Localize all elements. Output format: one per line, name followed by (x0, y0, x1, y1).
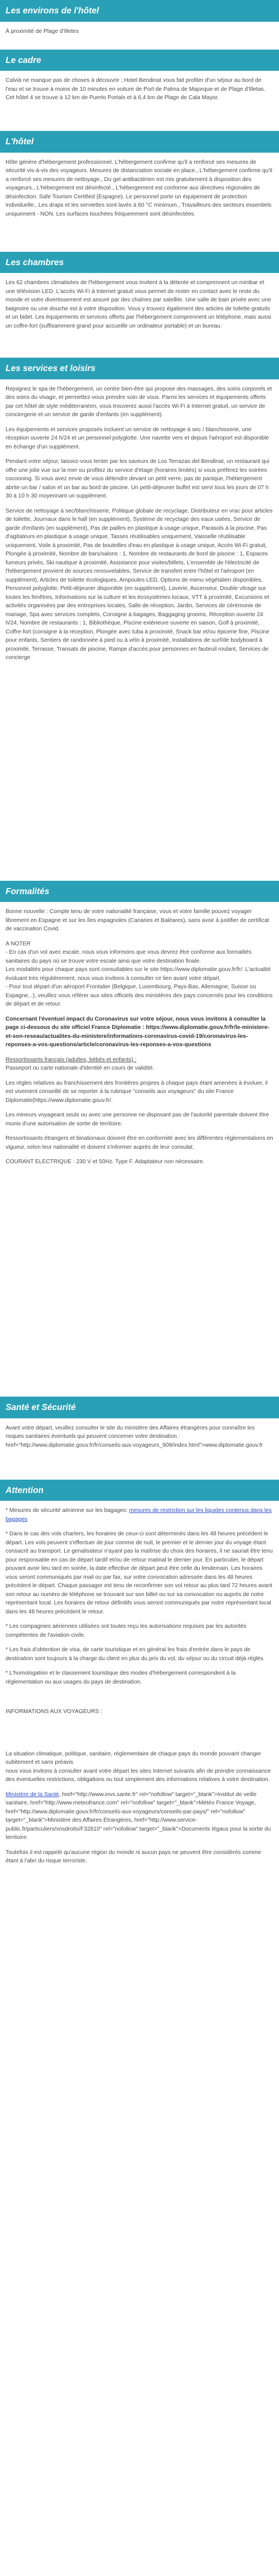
section-hotel (0, 131, 279, 252)
paragraph: * Les compagnies aériennes utilisées ont toutes reçu les autorisations requises par les autorités compétentes de l'aviation civile. (6, 1623, 247, 1638)
paragraph: Les règles relatives au franchissement des frontières propres à chaque pays étant amenées à évoluer, il est vivement conseillé de se reporter à la rubrique "conseils aux voyageurs" du site France Diplomatie(https://www.diplomatie.gouv.fr/. (6, 1080, 268, 1104)
paragraph: La situation climatique, politique, sanitaire, réglementaire de chaque pays du monde pouvant changer subitement et sans préavis (6, 1750, 262, 1766)
paragraph: Bonne nouvelle : Compte tenu de votre nationalité française, vous et votre famille pouvez voyager librement en Espagne et sur les îles espagnoles (Canaries et Baléares), sans avoir à justifier de certificat de vaccination Covid. (6, 909, 270, 933)
section-title-attention: Attention (0, 1480, 279, 1501)
text: * Mesures de sécurité aérienne sur les bagages: (6, 1507, 129, 1514)
paragraph: * L'homologation et le classement touristique des modes d'hébergement correspondent à la réglementation ou aux usages du pays de destination. (6, 1670, 236, 1685)
paragraph: COURANT ELECTRIQUE : 230 V et 50Hz. Type F. Adaptateur non nécessaire. (6, 1159, 205, 1165)
paragraph: - En cas d'un vol avec escale, nous vous informons que vous devrez être conforme aux formalités sanitaires du pays où se trouve votre escale ainsi que votre destination finale. (6, 949, 252, 964)
ministere-sante-link[interactable]: Ministère de la Santé (6, 1791, 59, 1798)
paragraph: Les modalités pour chaque pays sont consultables sur le site https://www.diplomatie.gouv.fr/fr/. L'actualité évoluant très régulièrement, nous vous invitons à consulter ce lien avant votre départ. (6, 967, 271, 982)
paragraph: Les équipements et services proposés incluent un service de nettoyage à sec / blanchisserie, une réception ouverte 24 h/24 et un personnel polyglotte. Une navette vers et depuis l'aéroport est disponible en échange d'un supplément. (6, 426, 270, 450)
paragraph: Les 62 chambres climatisées de l'hébergement vous invitent à la détente et comprennent un minibar et une télévision LED. L'accès Wi-Fi à Internet gratuit vous permet de rester en contact avec le reste du monde et votre divertissement est assuré par des chaînes par satellite. Une salle de bain privée avec une baignoire ou une douche est à votre disposition. Vous y trouvez également des articles de toilette gratuits et un bidet. Les équipements et services offerts par l'hébergement comprennent un téléphone, mais aussi un coffre-fort (suffisamment grand pour accueillir un ordinateur portable) et un bureau. (6, 280, 271, 329)
paragraph: - Pour tout départ d'un aéroport Frontalier (Belgique, Luxembourg, Pays-Bas, Allemagne, Suisse ou Espagne...), veuillez vous référer aux sites officiels des ministères des pays concernés pour les conditions de départ et de retour. (6, 984, 273, 1008)
paragraph: Ressortissants étrangers et binationaux doivent être en conformité avec les différentes réglementations en vigueur, selon leur nationalité et doivent s'informer auprès de leur consulat. (6, 1135, 273, 1150)
paragraph: nous vous invitons à consulter avant votre départ les sites Internet suivants afin de prendre connaissance des éventuelles restrictions, obligations ou tout simplement des informations relatives à votre destination. (6, 1768, 271, 1783)
paragraph: * Dans le cas des vols charters, les horaires de ceux-ci sont déterminés dans les 48 heures précédent le départ. Les vols peuvent s'effectuer de jour comme de nuit, le premier et le dernier jour du voyage étant consacré au transport. Le genalisateur n'ayant pas la maîtrise du choix des horaires, il ne saurait être tenu pour responsable en cas de départ tardif et/ou de retour matinal le dernier jour. En particulier, le départ pouvant avoir lieu tard en soirée, la date effective de départ peut être celle du lendemain. Les horaires vous seront communiqués par mail ou par fax, sur votre convocation adressée dans les 48 heures précédent le départ. Chaque passager est tenu de reconfirmer son vol retour au plus tard 72 heures avant son retour au numéro de téléphone se trouvant sur son billet ou sur sa convocation ou auprès de notre représentant local. Les horaires de retour définitifs vous seront communiqués par notre représentant local dans les 48 heures précédent le retour. (6, 1531, 273, 1615)
section-environs (0, 0, 279, 50)
paragraph: Passeport ou carte nationale d'identité en cours de validité. (6, 1065, 155, 1072)
liquids-restriction-link[interactable]: mesures de restriction sur les liquides contenus dans les bagages (6, 1507, 272, 1523)
text: , href="http://www.invs.sante.fr" rel="nofollow" target="_blank">Institut de veille sanitaire, href="http://www.meteofrance.com" rel="nofollow" target="_blank">Météo France Voyage, href="http://www.diplomatie.gouv.fr/fr/conseils-aux-voyageurs/conseils-par-pays/" rel="nofollow" target="_blank">Ministère des Affaires Étrangères, href="http://www.service-public.fr/particuliers/vosdroits/F32810" rel="nofollow" target="_blank">Documents légaux pour la sortie du territoire. (6, 1791, 271, 1841)
paragraph: Les mineurs voyageant seuls ou avec une personne ne disposant pas de l'autorité parentale doivent être munis d'une autorisation de sortie de territoire. (6, 1112, 270, 1127)
section-cadre (0, 50, 279, 131)
section-title-sante: Santé et Sécurité (0, 1397, 279, 1418)
section-chambres (0, 252, 279, 358)
section-title-hotel: L'hôtel (0, 131, 279, 153)
paragraph: INFORMATIONS AUX VOYAGEURS : (6, 1709, 102, 1715)
paragraph: À proximité de Plage d'Illetes (6, 28, 79, 35)
section-sante (0, 1397, 279, 1480)
section-services (0, 358, 279, 881)
section-title-services: Les services et loisirs (0, 358, 279, 379)
paragraph: Toutefois il est rappelé qu'aucune région du monde ni aucun pays ne peuvent être considérés comme étant à l'abri du risque terroriste. (6, 1849, 261, 1865)
paragraph: A NOTER (6, 940, 31, 947)
paragraph: Service de nettoyage à sec/blanchisserie, Politique globale de recyclage, Distributeur en vrac pour articles de toilette, Journaux dans le hall (en supplément), Système de recyclage des eaux usées, Service de garde d'enfants (en supplément), Pas de pailles en plastique à usage unique, Parasols à la piscine, Pas d'agitateurs en plastique à usage unique, Tasses réutilisables uniquement, Vaisselle réutilisable uniquement, Voile à proximité, Pas de bouteilles d'eau en plastique à usage unique, Accès Wi-Fi gratuit, Plongée à proximité, Nombre de bars/salons : 1, Nombre de restaurants de bord de piscine : 1, Espaces fumeurs privés, Ski nautique à proximité, Assistance pour visites/billets, L'ensemble de l'électricité de l'hébergement provient de sources renouvelables, Service de transfert entre l'hôtel et l'aéroport (en supplément), Articles de toilette écologiques, Ampoules LED, Options de menu végétalien disponibles, Personnel polyglotte, Petit-déjeuner disponible (en supplément), Laverie, Ascenseur, Double vitrage sur toutes les fenêtres, Informations sur la culture et les écosystèmes locaux, VTT à proximité, Excursions et activités organisées par des entreprises locales, Salle de réception, Jardin, Services de cérémonie de mariage, Spa avec services complets, Consigne à bagages, Baggaging grooms, Réception ouverte 24 h/24, Nombre de restaurants : 1, Bibliothèque, Piscine extérieure ouverte en saison, Golf à proximité, Coffre-fort (consigne à la réception, Plongée avec tuba à proximité, Snack bar et/ou épicerie fine, Piscine pour enfants, Sentiers de randonnée à pied ou à vélo à proximité, Installations de surf/de bodyboard à proximité, Terrasse, Transats de piscine, Rampe d'accès pour personnes en fauteuil roulant, Services de concierge (6, 508, 273, 661)
paragraph: Calvià ne manque pas de choses à découvrir ; Hotel Bendinat vous fait profiter d'un séjour au bord de l'eau et se trouve à moins de 10 minutes en voiture de Port de Palma de Majorque et de Plage d'Illetas. Cet hôtel 4 se trouve à 12 km de Puerto Portals et à 6,4 km de Plage de Cala Mayor. (6, 77, 266, 101)
paragraph: Pendant votre séjour, laissez-vous tenter par les saveurs de Los Terrazas del Bendinat, un restaurant qui offre une jolie vue sur la mer ou profitez du service d'étage (horaires limités) si vous préférez les soirées cocooning. Si vous avez envie de vous détendre devant un petit verre, pas de panique, l'hébergement abrite un bar / salon et un bar au bord de piscine. Un petit-déjeuner buffet est servi tous les jours de 07 h 30 à 10 h 30 moyennant un supplément. (6, 458, 270, 500)
paragraph-bold (6, 1015, 273, 1050)
paragraph: Hôte génère d'hébergement professionnel. L'hébergement confirme qu'il a renforcé ses mesures de sécurité vis-à-vis des voyageurs. Mesures de distanciation sociale en place., L'hébergement confirme qu'il a renforcé ses mesures de nettoyage., Du gel antibactérien est mis gratuitement à disposition des voyageurs., L'hébergement est désinfecté., L'hébergement est conforme aux directives régionales de désinfection. Safe Tourism Certified (Espagne). Le personnel porte un équipement de protection individuelle., Les draps et les serviettes sont lavés à 60 °C minimum., Travailleurs des secteurs essentiels uniquement - NON. Les surfaces touchées fréquemment sont désinfectées. (6, 159, 272, 217)
paragraph: Ressortissants français (adultes, bébés et enfants) : (6, 1056, 137, 1063)
paragraph: * Les frais d'obtention de visa, de carte touristique et en général les frais d'entrée dans le pays de destination sont toujours à la charge du client en plus du prix du vol, du séjour ou du circuit déjà réglés. (6, 1647, 265, 1662)
section-formalites (0, 881, 279, 1397)
section-title-environs: Les environs de l'hôtel (0, 0, 279, 22)
paragraph (6, 1506, 273, 1524)
paragraph: Rejoignez le spa de l'hébergement, un centre bien-être qui propose des massages, des soins corporels et des soins du visage, et permettez-vous prendre soin de vous. Parmi les services et équipements offerts par cet hôtel de style méditerranéen, vous trouverez aussi l'accès Wi-Fi à Internet gratuit, un service de conciergerie et un service de garde d'enfants (en supplément). (6, 386, 272, 418)
paragraph (6, 1790, 273, 1842)
section-title-chambres: Les chambres (0, 252, 279, 274)
bold-text: Concernant l'éventuel impact du Coronavirus sur votre séjour, nous vous invitons à consulter la page ci-dessous du site officiel France Diplomatie : https://www.diplomatie.gouv.fr/fr/le-ministere-et-son-reseau/actualites-du-ministere/informations-coronavirus-covid-19/coronavirus-les-reponses-a-vos-questions/article/coronavirus-les-reponses-a-vos-questions (6, 1016, 270, 1048)
section-title-formalites: Formalités (0, 881, 279, 902)
section-attention (0, 1480, 279, 2576)
section-title-cadre: Le cadre (0, 50, 279, 71)
paragraph: Avant votre départ, veuillez consulter le site du ministère des Affaires étrangères pour connaître les risques sanitaires éventuels qui peuvent concerner votre destination : href="http://www.diplomatie.gouv.fr/fr/conseils-aux-voyageurs_909/index.html">www.diplomatie.gouv.fr (6, 1424, 263, 1448)
